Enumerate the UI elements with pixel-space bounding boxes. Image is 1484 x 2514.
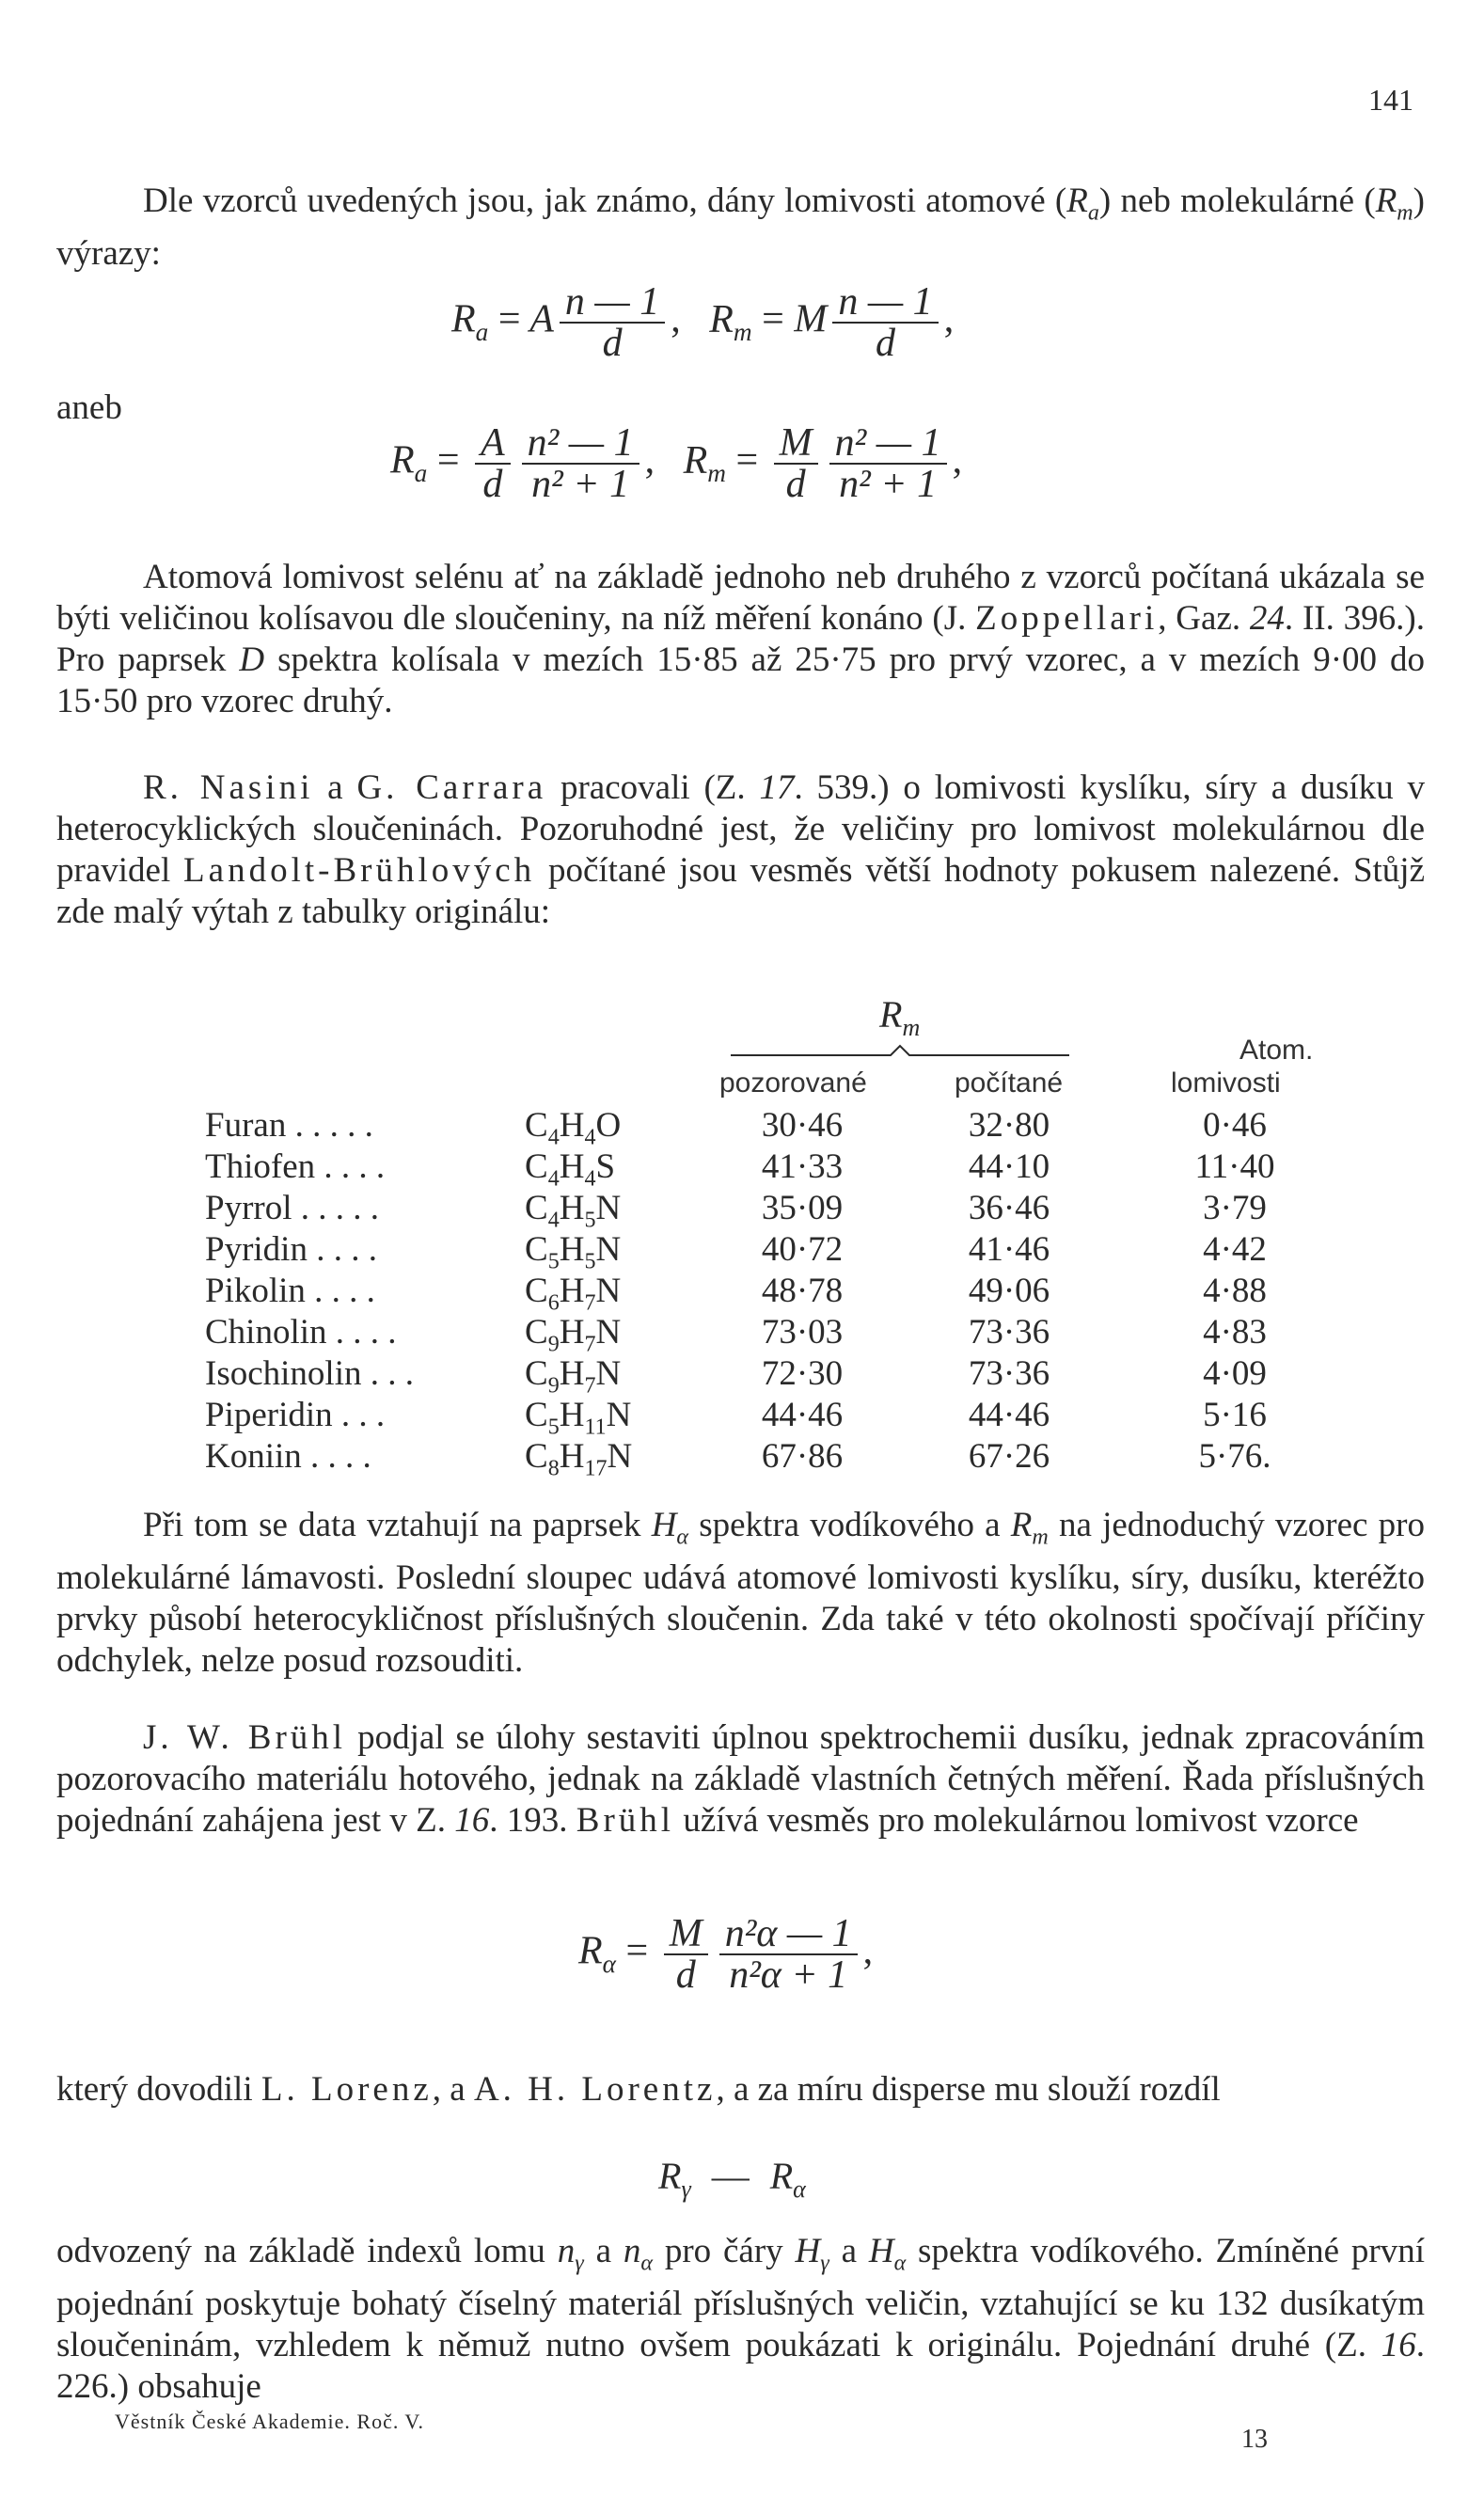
- table-row: [205, 1353, 1334, 1399]
- table-row: [205, 1229, 1334, 1274]
- f2-frac-n: [522, 423, 639, 504]
- row-atom: 11·40: [1194, 1147, 1275, 1186]
- f1-ra-sub: a: [475, 318, 489, 347]
- table-brace: [729, 1042, 1072, 1061]
- f2-eq: =: [436, 438, 460, 482]
- row-f3: N: [606, 1396, 632, 1434]
- row-s2: 4: [584, 1166, 596, 1192]
- p6-text-3: , a za míru disperse mu slouží rozdíl: [716, 2070, 1221, 2109]
- row-f1: C: [525, 1354, 548, 1393]
- row-atom: 5·16: [1203, 1396, 1267, 1434]
- f4-dash: —: [711, 2155, 750, 2197]
- row-f1: C: [525, 1313, 548, 1352]
- f2-end: ,: [952, 438, 963, 482]
- row-f2: H: [559, 1437, 585, 1476]
- row-pocitane: 41·46: [968, 1230, 1050, 1269]
- row-formula: [525, 1436, 632, 1489]
- paragraph-derived: [56, 2231, 1425, 2408]
- row-pocitane: 67·26: [968, 1437, 1050, 1476]
- f1-sep: ,: [671, 297, 681, 341]
- paragraph-bruhl: [56, 1717, 1425, 1842]
- row-name: Chinolin . . . .: [205, 1313, 397, 1352]
- f2-frac-n2: [829, 423, 947, 504]
- page-number: 141: [1368, 83, 1413, 117]
- row-atom: 4·42: [1203, 1230, 1267, 1269]
- p2-text-4: spektra kolísala v mezích 15·85 až 25·75 pro prvý vzorec, a v mezích 9·00 do 15·50 pro vzorec druhý.: [56, 640, 1425, 720]
- row-s1: 9: [547, 1332, 560, 1357]
- p3-text-1: a: [313, 768, 357, 807]
- row-f3: N: [595, 1230, 622, 1269]
- row-f1: C: [525, 1396, 548, 1434]
- row-pozorovane: 40·72: [761, 1230, 844, 1269]
- row-s1: 8: [547, 1456, 560, 1481]
- row-s1: 9: [547, 1373, 560, 1399]
- p7-n2: n: [623, 2232, 641, 2270]
- f3-r: R: [578, 1929, 603, 1973]
- p7-text-4: a: [829, 2232, 869, 2270]
- row-pocitane: 36·46: [968, 1189, 1050, 1227]
- f2-frac-a: [475, 423, 511, 504]
- table-rm: R: [879, 993, 903, 1036]
- f1-den2: d: [876, 322, 895, 365]
- footer-signature: 13: [1241, 2425, 1268, 2454]
- f3-d: d: [675, 1953, 696, 1997]
- p7-text-5: spektra vodíkového. Zmíněné první pojednání poskytuje bohatý číselný materiál příslušných veličin, vztahující se ku 132 dusíkatým sloučeninám, vzhledem k němuž nutno ovšem poukázati k originálu. Pojednání druhé (Z.: [56, 2232, 1425, 2365]
- paragraph-selen: [56, 557, 1425, 722]
- p2-zoppellari: Zoppellari: [975, 599, 1159, 638]
- f4-r1: R: [658, 2155, 682, 2197]
- row-name: Furan . . . . .: [205, 1106, 373, 1145]
- formula-3: [578, 1914, 873, 1995]
- f2-n2m1: n² — 1: [522, 423, 639, 465]
- p7-text-6: . 226.) obsahuje: [56, 2326, 1425, 2407]
- row-name: Pyrrol . . . . .: [205, 1189, 379, 1227]
- f2-eq2: =: [735, 438, 759, 482]
- p7-h1: H: [795, 2232, 821, 2270]
- row-f3: S: [595, 1147, 616, 1186]
- row-f3: N: [595, 1354, 622, 1393]
- p7-text-1: odvozený na základě indexů lomu: [56, 2232, 558, 2270]
- p3-text-4: počítané jsou vesměs větší hodnoty pokusem nalezené. Stůjž zde malý výtah z tabulky originálu:: [56, 851, 1426, 931]
- f1-ra: R: [451, 297, 476, 341]
- intro-text-3: ) výrazy:: [56, 182, 1425, 274]
- row-s2: 7: [584, 1332, 596, 1357]
- row-name: Pyridin . . . .: [205, 1230, 377, 1269]
- row-s2: 11: [584, 1415, 607, 1440]
- p3-volume: 17: [759, 768, 795, 807]
- row-f1: C: [525, 1437, 548, 1476]
- row-name: Thiofen . . . .: [205, 1147, 386, 1186]
- row-atom: 3·79: [1203, 1189, 1267, 1227]
- p7-h1-sub: γ: [820, 2251, 829, 2276]
- table-row: [205, 1146, 1334, 1192]
- f2-m: M: [774, 423, 818, 465]
- f2-rm-sub: m: [707, 459, 726, 488]
- row-pozorovane: 73·03: [761, 1313, 844, 1352]
- row-pozorovane: 44·46: [761, 1396, 844, 1434]
- f2-n2p2b: n² + 1: [839, 463, 938, 506]
- p7-text-2: a: [583, 2232, 624, 2270]
- row-f2: H: [559, 1313, 585, 1352]
- f2-d: d: [482, 463, 503, 506]
- row-pocitane: 49·06: [968, 1272, 1050, 1310]
- f3-r-sub: α: [602, 1950, 616, 1979]
- f3-num: n²α — 1: [719, 1914, 858, 1955]
- row-f2: H: [559, 1272, 585, 1310]
- row-name: Koniin . . . .: [205, 1437, 371, 1476]
- f1-num2: n — 1: [832, 282, 938, 324]
- footer-journal: Věstník České Akademie. Roč. V.: [115, 2410, 424, 2433]
- f3-den: n²α + 1: [729, 1953, 848, 1997]
- p5-bruhl: J. W. Brühl: [143, 1718, 347, 1757]
- row-s2: 17: [584, 1456, 608, 1481]
- p6-text-2: , a: [432, 2070, 474, 2109]
- f1-frac: [560, 282, 665, 363]
- p4-rm-sub: m: [1032, 1525, 1049, 1550]
- f2-ra: R: [390, 438, 415, 482]
- row-f3: N: [595, 1189, 622, 1227]
- row-f2: H: [559, 1354, 585, 1393]
- paragraph-data: [56, 1505, 1425, 1682]
- table-row: [205, 1271, 1334, 1316]
- p2-text-2: , Gaz.: [1158, 599, 1250, 638]
- p4-text-3: na jednoduchý vzorec pro molekulárné lámavosti. Poslední sloupec udává atomové lomivosti kyslíku, síry, dusíku, kteréžto prvky působí heterocykličnost příslušných sloučenin. Zda také v této okolnosti spočívají příčiny odchylek, nelze posud rozsouditi.: [56, 1506, 1425, 1681]
- f3-frac-n: [719, 1914, 858, 1995]
- table-rm-sub: m: [902, 1014, 921, 1041]
- p5-text-2: . 193.: [489, 1801, 576, 1840]
- f2-sep: ,: [644, 438, 655, 482]
- p5-text-1: podjal se úlohy sestaviti úplnou spektrochemii dusíku, jednak zpracováním pozorovacího materiálu hotového, jednak na základě vlastních četných měření. Řada příslušných pojednání zahájena jest v Z.: [56, 1718, 1425, 1840]
- row-name: Isochinolin . . .: [205, 1354, 414, 1393]
- f1-frac2: [832, 282, 938, 363]
- p7-n2-sub: α: [640, 2251, 653, 2276]
- row-pozorovane: 48·78: [761, 1272, 844, 1310]
- f2-rm: R: [683, 438, 708, 482]
- formula-4: [658, 2154, 806, 2204]
- intro-text-2: ) neb molekulárné (: [1098, 182, 1376, 220]
- col-head-pocitane: počítané: [955, 1067, 1064, 1099]
- f2-n2m1b: n² — 1: [829, 423, 947, 465]
- table-rm-head: [879, 992, 920, 1042]
- p3-text-3: . 539.) o lomivosti kyslíku, síry a dusíku v heterocyklických sloučeninách. Pozoruhodné jest, že veličiny pro lomivost molekulárnou dle pravidel: [56, 768, 1425, 890]
- f2-n2p2: n² + 1: [531, 463, 630, 506]
- table-row: [205, 1105, 1334, 1150]
- paragraph-nasini: [56, 767, 1425, 933]
- row-f1: C: [525, 1106, 548, 1145]
- row-f2: H: [559, 1106, 585, 1145]
- row-f1: C: [525, 1272, 548, 1310]
- col-head-lomivosti: lomivosti: [1171, 1067, 1281, 1099]
- row-s1: 5: [547, 1249, 560, 1274]
- row-s2: 5: [584, 1208, 596, 1233]
- f2-a: A: [475, 423, 511, 465]
- intro-ra-sub: a: [1087, 200, 1099, 226]
- row-pozorovane: 35·09: [761, 1189, 844, 1227]
- f4-r2-sub: α: [793, 2175, 806, 2203]
- row-f1: C: [525, 1189, 548, 1227]
- f1-a: A: [529, 297, 554, 341]
- row-f3: N: [595, 1313, 622, 1352]
- p7-h2: H: [868, 2232, 894, 2270]
- f1-end: ,: [943, 297, 955, 341]
- p2-text-1: Atomová lomivost selénu ať na základě jednoho neb druhého z vzorců počítaná ukázala se býti veličinou kolísavou dle sloučeniny, na níž měření konáno (J.: [56, 558, 1425, 638]
- p4-h-sub: α: [676, 1525, 689, 1550]
- row-s2: 7: [584, 1373, 596, 1399]
- row-atom: 5·76.: [1198, 1437, 1271, 1476]
- p4-text-1: Při tom se data vztahují na paprsek: [143, 1506, 652, 1544]
- formula-2: [390, 423, 962, 504]
- p2-volume: 24: [1249, 599, 1285, 638]
- intro-ra: R: [1066, 182, 1088, 220]
- row-f3: N: [595, 1272, 622, 1310]
- table-row: [205, 1395, 1334, 1440]
- row-pozorovane: 72·30: [761, 1354, 844, 1393]
- intro-paragraph: [56, 181, 1425, 275]
- row-atom: 4·88: [1203, 1272, 1267, 1310]
- table-row: [205, 1188, 1334, 1233]
- p5-text-3: užívá vesměs pro molekulárnou lomivost vzorce: [674, 1801, 1359, 1840]
- p7-volume: 16: [1381, 2326, 1416, 2365]
- p5-volume: 16: [454, 1801, 490, 1840]
- p3-landolt-bruhl: Landolt-Brühlových: [183, 851, 536, 890]
- p2-d: D: [239, 640, 265, 679]
- f2-ra-sub: a: [414, 459, 428, 488]
- p3-carrara: G. Carrara: [356, 768, 547, 807]
- row-f2: H: [559, 1396, 585, 1434]
- f1-eq2: =: [762, 297, 784, 341]
- f2-d2: d: [785, 463, 806, 506]
- row-name: Piperidin . . .: [205, 1396, 386, 1434]
- row-pocitane: 73·36: [968, 1354, 1050, 1393]
- row-f2: H: [559, 1147, 585, 1186]
- row-atom: 4·83: [1203, 1313, 1267, 1352]
- p4-h: H: [651, 1506, 677, 1544]
- row-s2: 4: [584, 1125, 596, 1150]
- f2-frac-m: [774, 423, 818, 504]
- f1-den: d: [602, 322, 623, 365]
- p7-h2-sub: α: [893, 2251, 907, 2276]
- row-f2: H: [559, 1230, 585, 1269]
- p6-lorenz: L. Lorenz: [260, 2070, 433, 2109]
- row-pozorovane: 30·46: [761, 1106, 844, 1145]
- row-s2: 5: [584, 1249, 596, 1274]
- row-f2: H: [559, 1189, 585, 1227]
- row-f1: C: [525, 1147, 548, 1186]
- f3-frac-m: [664, 1914, 708, 1995]
- row-name: Pikolin . . . .: [205, 1272, 375, 1310]
- intro-rm-sub: m: [1397, 200, 1413, 226]
- row-s1: 4: [547, 1208, 560, 1233]
- intro-rm: R: [1375, 182, 1397, 220]
- paragraph-lorenz: [56, 2069, 1425, 2111]
- row-pocitane: 73·36: [968, 1313, 1050, 1352]
- row-f3: O: [595, 1106, 622, 1145]
- aneb-label: aneb: [56, 388, 122, 427]
- p7-n1-sub: γ: [575, 2251, 584, 2276]
- row-pozorovane: 67·86: [761, 1437, 844, 1476]
- f3-end: ,: [862, 1929, 874, 1973]
- f4-r1-sub: γ: [681, 2175, 691, 2203]
- row-atom: 4·09: [1203, 1354, 1267, 1393]
- p4-rm: R: [1010, 1506, 1033, 1544]
- f1-m: M: [794, 297, 828, 341]
- row-s1: 4: [547, 1125, 560, 1150]
- row-pozorovane: 41·33: [761, 1147, 844, 1186]
- row-f1: C: [525, 1230, 548, 1269]
- row-s1: 5: [547, 1415, 560, 1440]
- row-s2: 7: [584, 1290, 596, 1316]
- col-head-atom: Atom.: [1239, 1035, 1314, 1066]
- p5-bruhl-2: Brühl: [576, 1801, 675, 1840]
- row-atom: 0·46: [1203, 1106, 1267, 1145]
- table-row: [205, 1436, 1334, 1481]
- f4-r2: R: [769, 2155, 794, 2197]
- row-s1: 4: [547, 1166, 560, 1192]
- f1-rm: R: [709, 297, 734, 341]
- row-f3: N: [607, 1437, 633, 1476]
- p3-nasini: R. Nasini: [143, 768, 314, 807]
- f1-rm-sub: m: [733, 318, 752, 347]
- row-pocitane: 44·46: [968, 1396, 1050, 1434]
- row-s1: 6: [547, 1290, 560, 1316]
- f3-eq: =: [625, 1929, 649, 1973]
- p6-lorentz: A. H. Lorentz: [473, 2070, 717, 2109]
- intro-text-1: Dle vzorců uvedených jsou, jak známo, dány lomivosti atomové (: [143, 182, 1067, 220]
- f1-eq: =: [497, 297, 521, 341]
- p2-text-3: . II. 396.). Pro paprsek: [56, 599, 1425, 679]
- f1-num: n — 1: [560, 282, 665, 324]
- p6-text-1: který dovodili: [56, 2070, 261, 2109]
- p3-text-2: pracovali (Z.: [546, 768, 760, 807]
- p4-text-2: spektra vodíkového a: [688, 1506, 1011, 1544]
- table-row: [205, 1312, 1334, 1357]
- col-head-pozorovane: pozorované: [719, 1067, 867, 1099]
- row-pocitane: 44·10: [968, 1147, 1050, 1186]
- p7-n1: n: [557, 2232, 576, 2270]
- formula-1: [451, 282, 954, 363]
- f3-m: M: [664, 1914, 708, 1955]
- row-pocitane: 32·80: [968, 1106, 1050, 1145]
- p7-text-3: pro čáry: [652, 2232, 796, 2270]
